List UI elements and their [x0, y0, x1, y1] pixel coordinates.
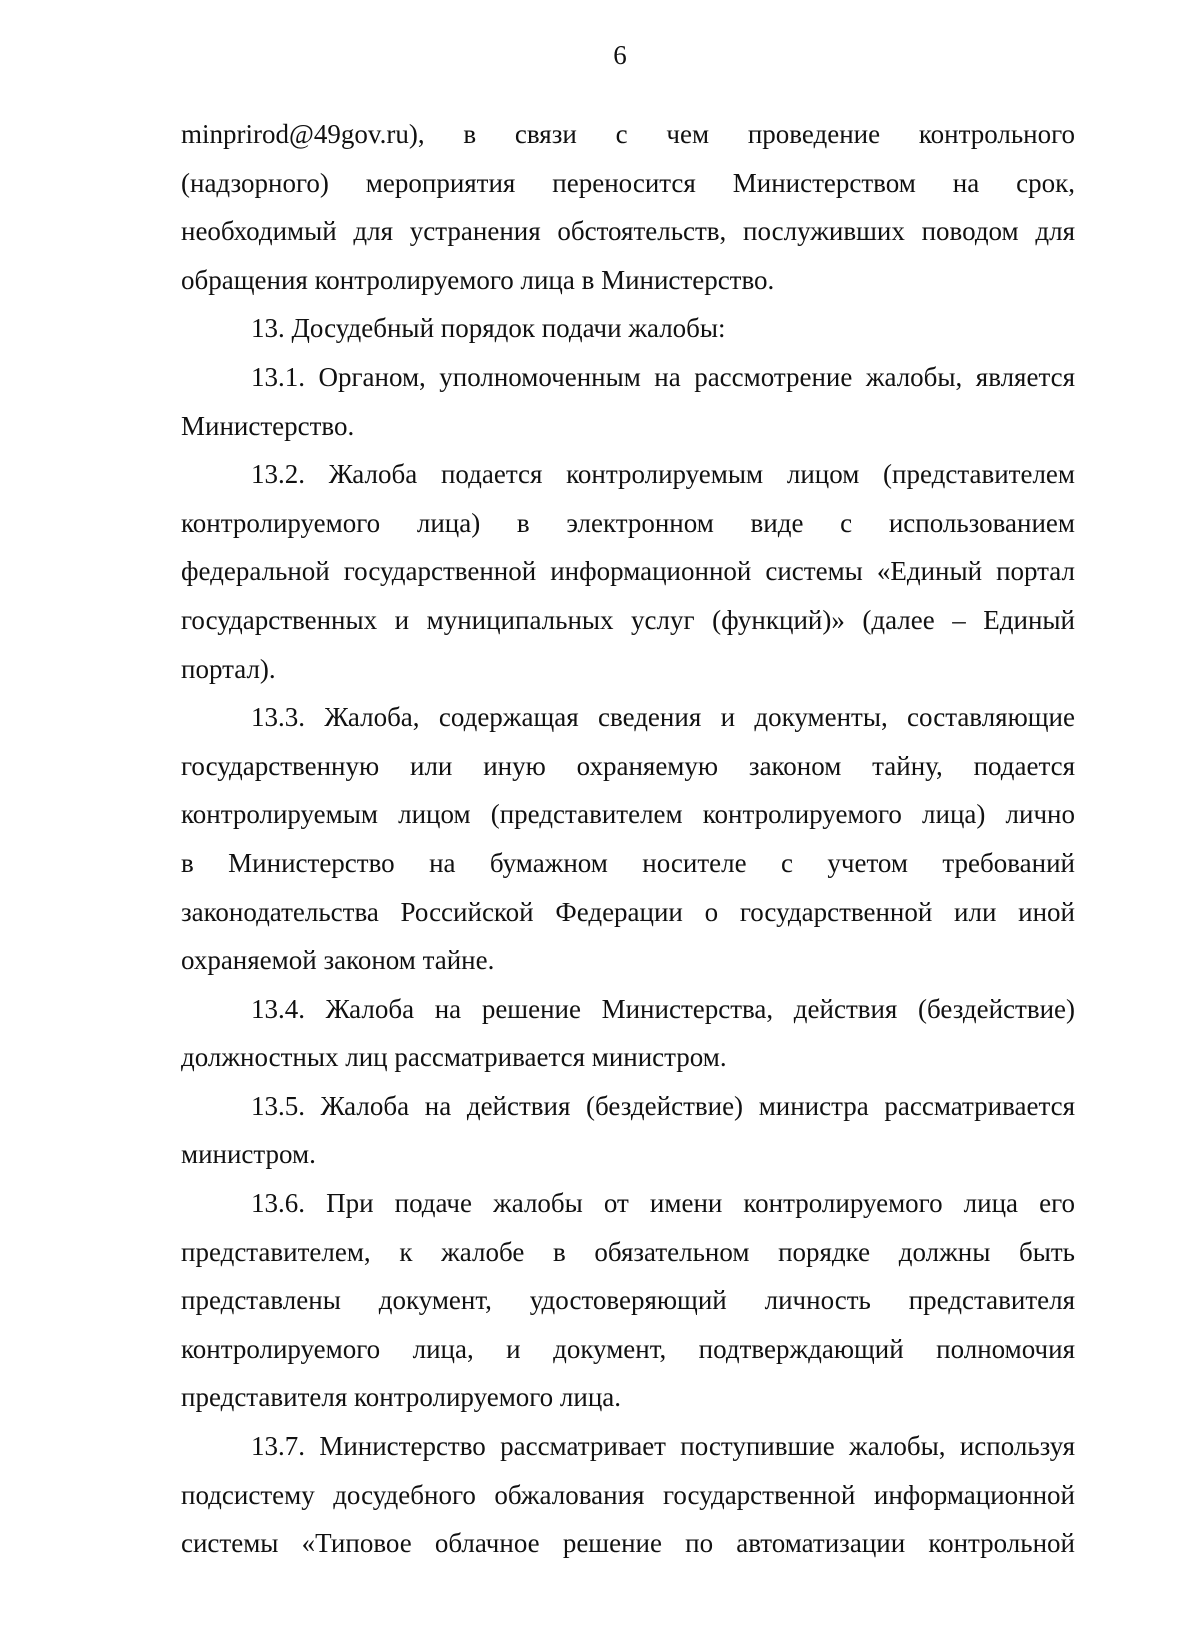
text-line: контролируемого лица, и документ, подтверждающий полномочия [181, 1333, 1075, 1364]
text-line: в Министерство на бумажном носителе с учетом требований [181, 847, 1075, 878]
text-line: 13.4. Жалоба на решение Министерства, действия (бездействие) [251, 993, 1075, 1024]
text-line: minprirod@49gov.ru), в связи с чем проведение контрольного [181, 119, 1075, 149]
page-number: 6 [613, 40, 627, 70]
text-line: федеральной государственной информационной системы «Единый портал [181, 556, 1075, 587]
text-line: министром. [181, 1139, 316, 1170]
text-line: обращения контролируемого лица в Министерство. [181, 264, 775, 295]
document-body [181, 110, 1075, 1568]
text-line: подсистему досудебного обжалования государственной информационной [181, 1479, 1075, 1510]
text-line: государственных и муниципальных услуг (функций)» (далее – Единый [181, 604, 1075, 635]
text-line: 13.7. Министерство рассматривает поступившие жалобы, используя [251, 1431, 1075, 1462]
text-line: 13.6. При подаче жалобы от имени контролируемого лица его [251, 1188, 1075, 1219]
text-line: 13.5. Жалоба на действия (бездействие) министра рассматривается [251, 1090, 1075, 1121]
text-line: необходимый для устранения обстоятельств, послуживших поводом для [181, 216, 1075, 247]
text-line: Министерство. [181, 410, 355, 441]
text-line: государственную или иную охраняемую законом тайну, подается [181, 750, 1075, 781]
text-line: представителем, к жалобе в обязательном порядке должны быть [181, 1236, 1075, 1267]
text-line: (надзорного) мероприятия переносится Министерством на срок, [181, 167, 1075, 198]
text-line: 13. Досудебный порядок подачи жалобы: [251, 313, 726, 344]
text-line: охраняемой законом тайне. [181, 945, 495, 976]
text-line: 13.2. Жалоба подается контролируемым лицом (представителем [251, 459, 1075, 490]
text-line: 13.3. Жалоба, содержащая сведения и документы, составляющие [251, 702, 1075, 733]
text-line: должностных лиц рассматривается министром. [181, 1042, 727, 1073]
text-line: контролируемого лица) в электронном виде с использованием [181, 507, 1075, 538]
text-line: представителя контролируемого лица. [181, 1382, 622, 1413]
text-line: контролируемым лицом (представителем контролируемого лица) лично [181, 799, 1075, 830]
text-line: портал). [181, 653, 276, 684]
text-line: 13.1. Органом, уполномоченным на рассмотрение жалобы, является [251, 361, 1075, 392]
text-line: законодательства Российской Федерации о государственной или иной [181, 896, 1075, 927]
text-line: системы «Типовое облачное решение по автоматизации контрольной [181, 1528, 1075, 1559]
text-line: представлены документ, удостоверяющий личность представителя [181, 1285, 1075, 1316]
